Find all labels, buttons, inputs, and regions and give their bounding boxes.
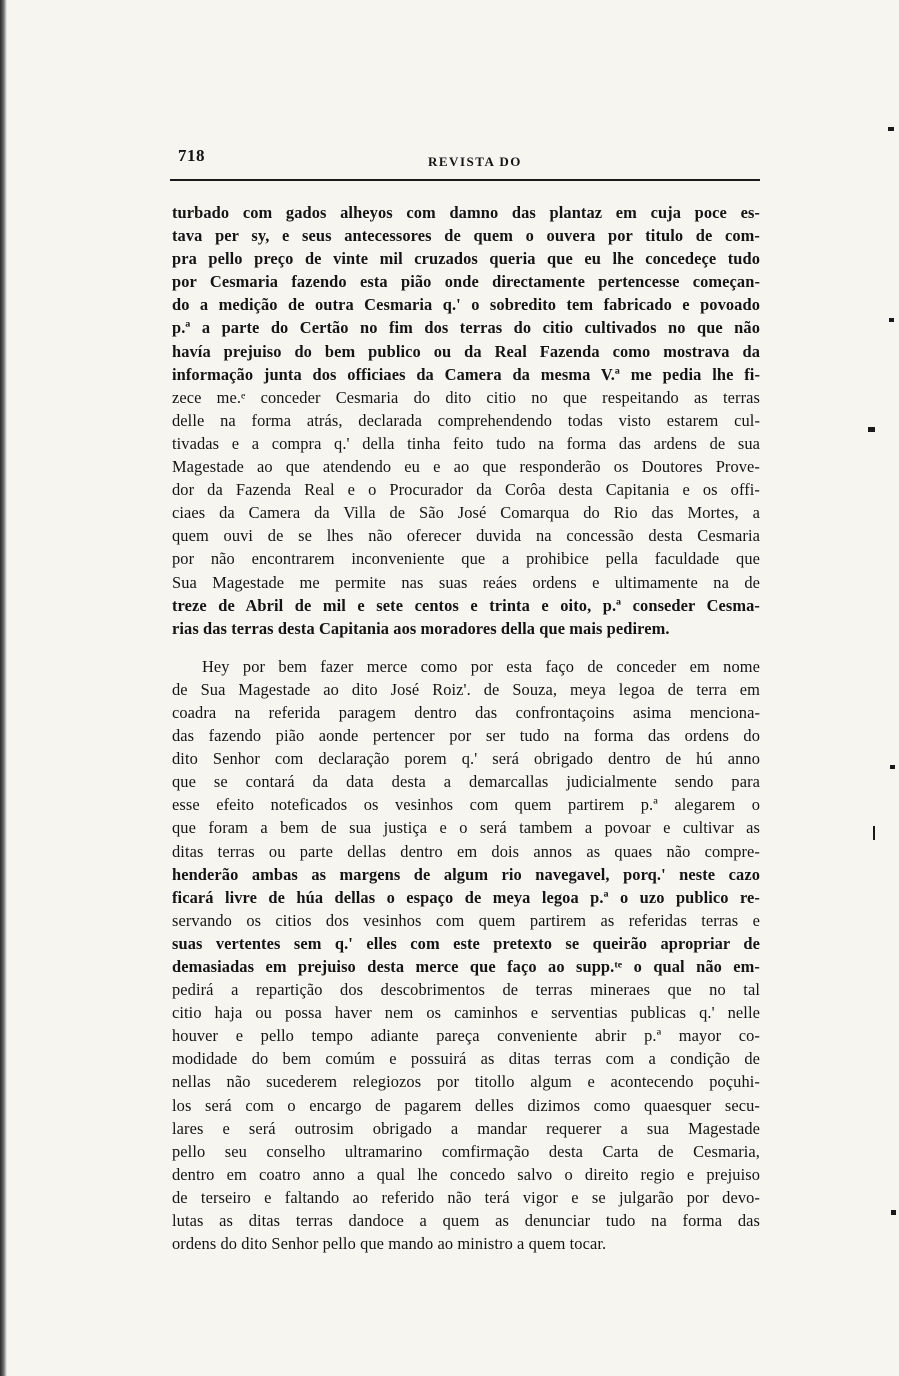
text-line: lares e será outrosim obrigado a mandar requerer a sua Magestade	[172, 1118, 760, 1138]
text-line: suas vertentes sem q.' elles com este pretexto se queirão apropriar de	[172, 933, 760, 953]
paragraph-1	[172, 201, 760, 640]
text-line: que se contará da data desta a demarcallas judicialmente sendo para	[172, 772, 760, 792]
text-line: houver e pello tempo adiante pareça conveniente abrir p.ª mayor co-	[172, 1026, 760, 1046]
text-line: dor da Fazenda Real e o Procurador da Corôa desta Capitania e os offi-	[172, 480, 760, 500]
body-text	[172, 201, 760, 1255]
paragraph-gap	[172, 640, 760, 655]
scan-speck	[873, 826, 875, 840]
text-line: pedirá a repartição dos descobrimentos de terras mineraes que no tal	[172, 980, 760, 1000]
text-line: tivadas e a compra q.' della tinha feito tudo na forma das ardens de sua	[172, 433, 760, 453]
text-line: modidade do bem comúm e possuirá as ditas terras com a condição de	[172, 1049, 760, 1069]
text-line: do a medição de outra Cesmaria q.' o sobredito tem fabricado e povoado	[172, 295, 760, 315]
page-number: 718	[178, 146, 205, 165]
text-line: Magestade ao que atendendo eu e ao que responderão os Doutores Prove-	[172, 457, 760, 477]
scan-edge	[0, 0, 7, 1376]
text-line: demasiadas em prejuiso desta merce que faço ao supp.ᵗᵉ o qual não em-	[172, 957, 760, 976]
text-line: Hey por bem fazer merce como por esta faço de conceder em nome	[202, 656, 760, 676]
text-line: por Cesmaria fazendo esta pião onde directamente pertencesse começan-	[172, 272, 760, 292]
text-line: rias das terras desta Capitania aos moradores della que mais pedirem.	[172, 618, 670, 638]
text-line: lutas as ditas terras dandoce a quem as denunciar tudo na forma das	[172, 1211, 760, 1231]
text-line: das fazendo pião aonde pertencer por ser tudo na forma das ordens do	[172, 726, 760, 746]
text-line: turbado com gados alheyos com damno das plantaz em cuja poce es-	[172, 203, 760, 222]
text-line: quem ouvi de se lhes não oferecer duvida na concessão desta Cesmaria	[172, 526, 760, 546]
text-line: ciaes da Camera da Villa de São José Comarqua do Rio das Mortes, a	[172, 503, 760, 523]
text-line: p.ª a parte do Certão no fim dos terras do citio cultivados no que não	[172, 318, 760, 338]
text-line: treze de Abril de mil e sete centos e trinta e oito, p.ª conseder Cesma-	[172, 595, 760, 615]
text-line: ordens do dito Senhor pello que mando ao ministro a quem tocar.	[172, 1234, 607, 1254]
text-line: pello seu conselho ultramarino comfirmação desta Carta de Cesmaria,	[172, 1141, 760, 1161]
text-line: henderão ambas as margens de algum rio navegavel, porq.' neste cazo	[172, 864, 760, 884]
text-line: dentro em coatro anno a qual lhe concedo salvo o direito regio e prejuiso	[172, 1164, 760, 1184]
text-line: nellas não sucederem relegiozos por titollo algum e acontecendo poçuhi-	[172, 1072, 760, 1092]
text-line: por não encontrarem inconveniente que a prohibice pella faculdade que	[172, 549, 760, 569]
text-line: zece me.ᵉ conceder Cesmaria do dito citio no que respeitando as terras	[172, 387, 760, 407]
text-line: de terseiro e faltando ao referido não terá vigor e se julgarão por devo-	[172, 1187, 760, 1207]
text-line: dito Senhor com declaração porem q.' será obrigado dentro de hú anno	[172, 749, 760, 769]
text-line: tava per sy, e seus antecessores de quem o ouvera por titulo de com-	[172, 226, 760, 246]
text-line: pra pello preço de vinte mil cruzados queria que eu lhe concedeçe tudo	[172, 249, 760, 269]
paragraph-2	[172, 655, 760, 1255]
text-line: informação junta dos officiaes da Camera da mesma V.ª me pedia lhe fi-	[172, 364, 760, 384]
text-line: coadra na referida paragem dentro das confrontaçoins asima menciona-	[172, 702, 760, 722]
scan-speck	[890, 765, 895, 769]
scan-speck	[891, 1210, 896, 1215]
running-head: REVISTA DO	[428, 154, 522, 169]
text-line: que foram a bem de sua justiça e o será tambem a povoar e cultivar as	[172, 818, 760, 838]
page-header	[172, 146, 760, 180]
text-line: Sua Magestade me permite nas suas reáes ordens e ultimamente na de	[172, 572, 760, 592]
text-line: ditas terras ou parte dellas dentro em dois annos as quaes não compre-	[172, 841, 760, 861]
text-line: delle na forma atrás, declarada comprehendendo todas visto estarem cul-	[172, 410, 760, 430]
text-line: ficará livre de húa dellas o espaço de meya legoa p.ª o uzo publico re-	[172, 887, 760, 907]
text-line: de Sua Magestade ao dito José Roiz'. de Souza, meya legoa de terra em	[172, 679, 760, 699]
scan-speck	[888, 127, 894, 131]
text-line: servando os citios dos vesinhos com quem partirem as referidas terras e	[172, 910, 760, 930]
scan-speck	[889, 318, 894, 322]
text-line: havía prejuiso do bem publico ou da Real Fazenda como mostrava da	[172, 341, 760, 361]
scan-speck	[868, 427, 875, 432]
header-rule	[170, 179, 760, 181]
text-line: esse efeito noteficados os vesinhos com quem partirem p.ª alegarem o	[172, 795, 760, 815]
text-line: los será com o encargo de pagarem delles dizimos como quaesquer secu-	[172, 1095, 760, 1115]
text-line: citio haja ou possa haver nem os caminhos e serventias publicas q.' nelle	[172, 1003, 760, 1023]
